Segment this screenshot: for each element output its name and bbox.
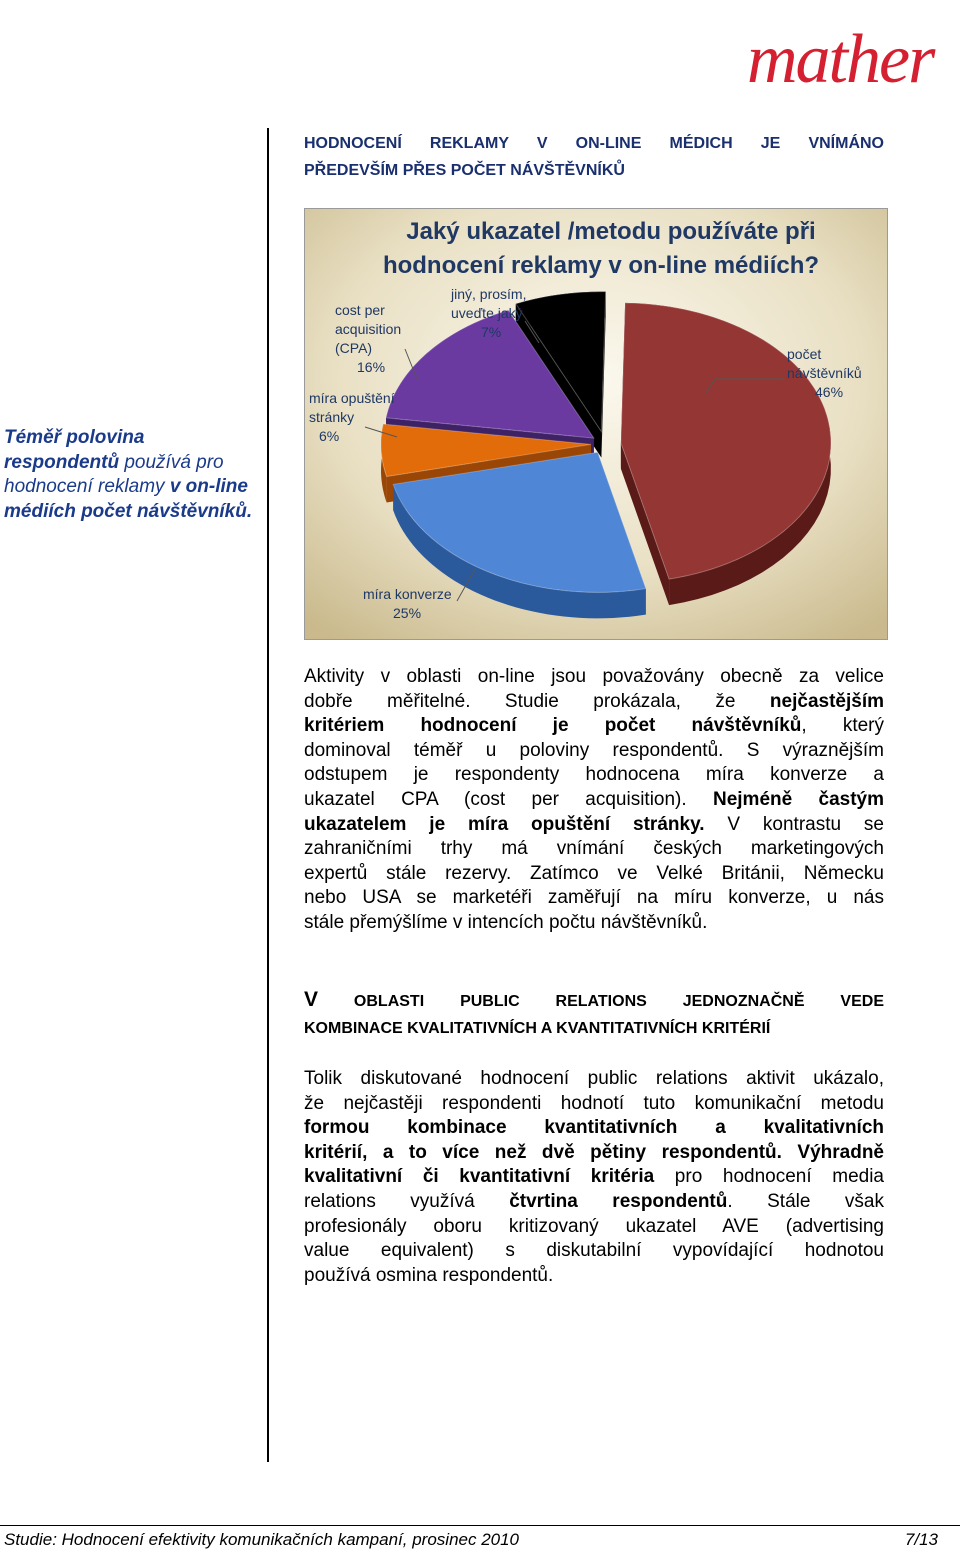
paragraph-pr [304,1067,884,1288]
slice-label: návštěvníků [787,365,862,381]
bold-text: ukazatelem je míra opuštění stránky. [304,813,705,835]
paragraph-line [304,1165,884,1190]
slice-percent: 7% [481,324,502,340]
slice-label: počet [787,346,822,362]
slice-label: míra konverze [363,586,452,602]
heading-initial: V [304,988,319,1011]
slice-percent: 16% [357,359,386,375]
paragraph-line [304,1215,884,1240]
text: že nejčastěji respondenti hodnotí tuto komunikační metodu [304,1092,884,1114]
bold-text: kritérií, a to více než dvě pětiny respondentů. Výhradně [304,1141,884,1163]
pie-chart-svg [305,209,887,639]
paragraph-line [304,1264,884,1289]
paragraph-line [304,1067,884,1092]
bold-text: kvalitativní či kvantitativní kritéria [304,1166,655,1188]
paragraph-line [304,763,884,788]
heading-line [304,986,884,1015]
paragraph-line [304,739,884,764]
slice-percent: 46% [815,384,844,400]
text: dominoval téměř u poloviny respondentů. S výraznějším [304,739,884,761]
pie-chart [304,208,888,640]
text: profesionály oboru kritizovaný ukazatel AVE (advertising [304,1215,884,1237]
text: Tolik diskutované hodnocení public relations aktivit ukázalo, [304,1068,884,1089]
logo-text: mather [747,21,934,98]
text: odstupem je respondenty hodnocena míra konverze a [304,764,884,786]
paragraph-line [304,690,884,715]
paragraph-line [304,1239,884,1264]
text: Aktivity v oblasti on-line jsou považovány obecně za velice [304,666,884,687]
heading-line: KOMBINACE KVALITATIVNÍCH A KVANTITATIVNÍCH KRITÉRIÍ [304,1020,771,1037]
bold-text: nejčastějším [769,690,884,712]
sidebar-note-bold-2: v on-line médiích počet návštěvníků. [4,476,253,522]
slice-label: míra opuštění [309,390,395,406]
slice-percent: 25% [393,605,422,621]
text: ukazatel CPA (cost per acquisition). [304,788,713,810]
sidebar-note-bold: Téměř polovina respondentů [4,427,145,473]
slice-label: stránky [309,409,355,425]
slice-label: (CPA) [335,340,373,356]
text: zahraničními trhy má vnímání českých marketingových [304,838,884,860]
bold-text: formou kombinace kvantitativních a kvalitativních [304,1117,884,1139]
slice-label: cost per [335,302,385,318]
text: nebo USA se marketéři zaměřují na míru konverze, u nás [304,887,884,909]
paragraph-line [304,1092,884,1117]
text: . Stále však [727,1190,884,1212]
paragraph-line [304,788,884,813]
text: dobře měřitelné. Studie prokázala, že [304,690,770,712]
sidebar-note-text: používá pro hodnocení reklamy [4,451,224,497]
paragraph-line [304,665,884,690]
text: , který [801,715,885,737]
paragraph-line [304,911,884,936]
heading-line-text: OBLASTI PUBLIC RELATIONS JEDNOZNAČNĚ VEDE [318,993,884,1010]
slice-label: uveďte jaký [451,305,523,321]
paragraph-line [304,1190,884,1215]
text: stále přemýšlíme v intencích počtu návštěvníků. [304,911,708,933]
footer-rule [0,1525,960,1526]
section-heading-online [304,130,884,184]
text: V kontrastu se [704,813,884,835]
heading-line: PŘEDEVŠÍM PŘES POČET NÁVŠTĚVNÍKŮ [304,162,625,179]
paragraph-online [304,665,884,936]
vertical-divider [267,128,269,1462]
slice-label: acquisition [335,321,402,337]
text: expertů stále rezervy. Zatímco ve Velké Británii, Německu [304,862,884,884]
text: používá osmina respondentů. [304,1264,554,1286]
page-number: 7/13 [904,1530,938,1549]
bold-text: čtvrtina respondentů [509,1190,728,1212]
chart-title-line: hodnocení reklamy v on-line médiích? [382,252,820,279]
paragraph-line [304,1141,884,1166]
slice-percent: 6% [319,428,340,444]
bold-text: kritériem hodnocení je počet návštěvníků [304,715,802,737]
paragraph-line [304,886,884,911]
bold-text: Nejméně častým [712,788,884,810]
slice-label: jiný, prosím, [451,286,527,302]
mather-logo [745,2,957,98]
paragraph-line [304,862,884,887]
paragraph-line [304,813,884,838]
heading-line: HODNOCENÍ REKLAMY V ON-LINE MÉDICH JE VNÍMÁNO [304,135,884,152]
text: pro hodnocení media [654,1166,884,1188]
paragraph-line [304,714,884,739]
paragraph-line [304,837,884,862]
section-heading-pr [304,986,884,1042]
chart-title-line: Jaký ukazatel /metodu používáte při [406,218,816,245]
text: relations využívá [304,1190,510,1212]
paragraph-line [304,1116,884,1141]
text: value equivalent) s diskutabilní vypovídající hodnotou [304,1240,884,1262]
sidebar-note [4,426,254,524]
footer-study-title: Studie: Hodnocení efektivity komunikačních kampaní, prosinec 2010 [4,1530,520,1549]
